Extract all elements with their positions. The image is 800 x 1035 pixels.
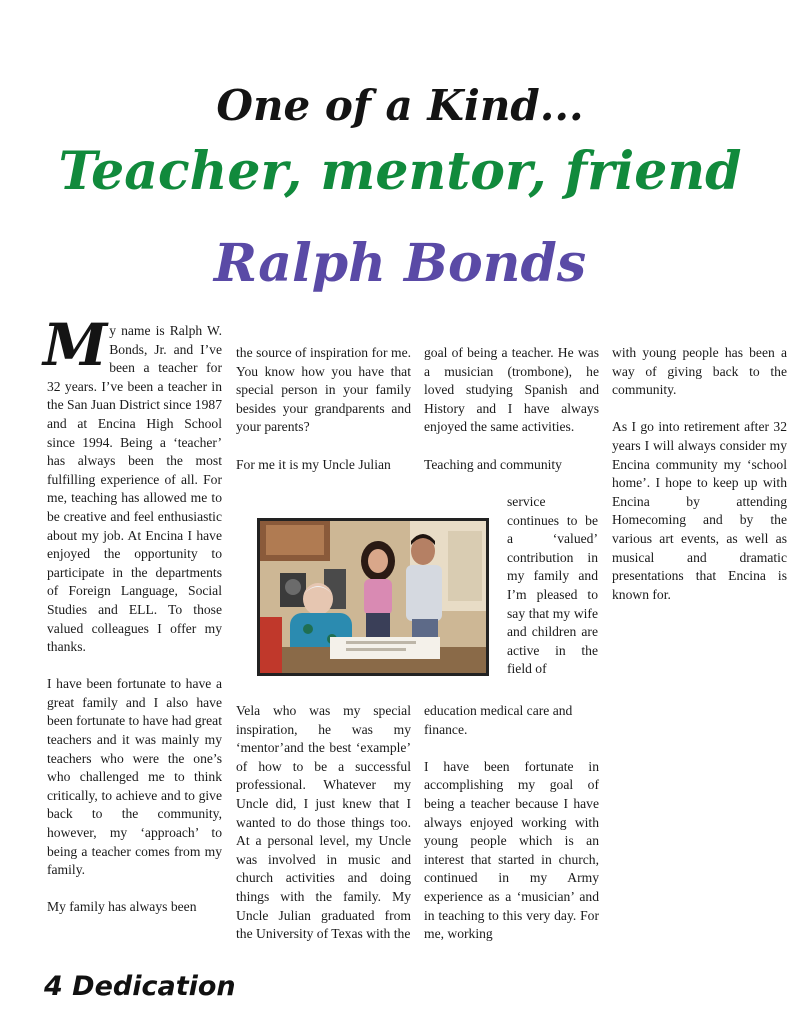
- article-column-4: [612, 344, 787, 604]
- paragraph: education medical care and finance.: [424, 703, 573, 737]
- paragraph: [43, 311, 222, 657]
- article-column-2-bottom: [236, 702, 411, 944]
- article-column-2-top: [236, 344, 411, 474]
- paragraph: For me it is my Uncle Julian: [236, 456, 391, 472]
- paragraph-text: y name is Ralph W. Bonds, Jr. and I’ve been a teacher for 32 years. I’ve been a teacher in the San Juan District since 1987 and at Encina High School since 1994. Being a ‘teacher’ has always been the most fulfilling experience of all. For me, teaching has allowed me to be creative and feel enthusiastic about my job. At Encina I have enjoyed the opportunity to participate in the departments of Foreign Language, Social Studies and ELL. To those valued colleagues I offer my thanks.: [47, 323, 222, 655]
- article-column-3-wrap: [507, 493, 598, 679]
- paragraph: Teaching and community: [424, 456, 562, 472]
- paragraph: goal of being a teacher. He was a musician (trombone), he loved studying Spanish and History and I have always enjoyed the same activities.: [424, 345, 599, 435]
- page-footer-label: 4 Dedication: [44, 971, 236, 1002]
- kicker-heading: One of a Kind...: [216, 81, 584, 130]
- paragraph: I have been fortunate in accomplishing my goal of being a teacher because I have always enjoyed working with young people which is an interest that started in church, continued in my Army experience as a ‘musician’ and in teaching to this very day. For me, working: [424, 758, 599, 942]
- paragraph: the source of inspiration for me. You know how you have that special person in your family besides your grandparents and your parents?: [236, 345, 411, 435]
- paragraph: with young people has been a way of giving back to the community.: [612, 345, 787, 398]
- article-title: Teacher, mentor, friend: [58, 141, 742, 202]
- article-column-1: [43, 311, 222, 917]
- photo-teacher-with-students: [257, 518, 489, 676]
- photo-illustration: [260, 521, 486, 673]
- paragraph: As I go into retirement after 32 years I will always consider my Encina community my ‘school home’. I hope to keep up with Encina by attending Homecoming and by the various art events, as well as musical and dramatic presentations that Encina is known for.: [612, 419, 787, 602]
- drop-cap: M: [43, 311, 108, 379]
- article-column-3-top: [424, 344, 599, 474]
- honoree-name: Ralph Bonds: [213, 233, 587, 294]
- article-column-3-bottom: [424, 702, 599, 944]
- paragraph: My family has always been: [47, 899, 197, 915]
- paragraph: service continues to be a ‘valued’ contribution in my family and I’m pleased to say that my wife and children are active in the field of: [507, 494, 598, 677]
- paragraph: Vela who was my special inspiration, he was my ‘mentor’and the best ‘example’ of how to be a successful professional. Whatever my Uncle did, I just knew that I wanted to do those things too. At a personal level, my Uncle was involved in music and church activities and doing things with the family. My Uncle Julian graduated from the University of Texas with the: [236, 703, 411, 942]
- paragraph: I have been fortunate to have a great family and I also have been fortunate to have had great teachers and it was mainly my teachers who were the one’s who challenged me to think critically, to achieve and to give back to the community, however, my ‘approach’ to being a teacher comes from my family.: [47, 676, 222, 878]
